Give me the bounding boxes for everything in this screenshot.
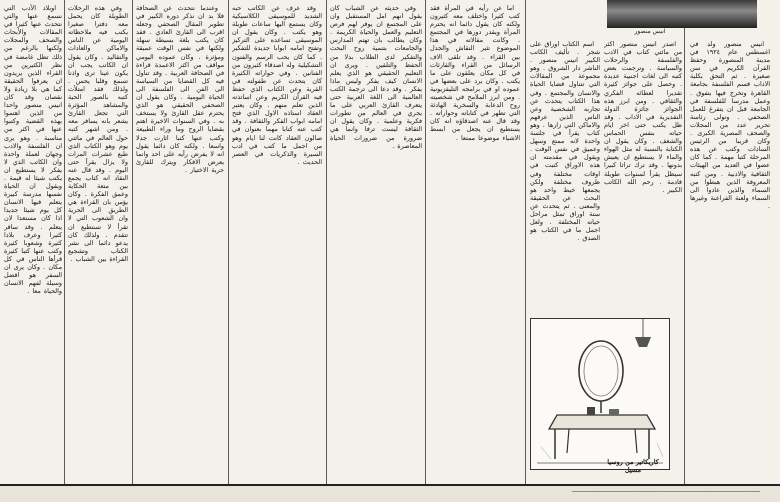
cartoon-drawing <box>531 319 669 469</box>
text-column <box>604 40 682 310</box>
cartoon-illustration <box>530 318 670 470</box>
column-rule <box>684 0 685 484</box>
text-column <box>430 4 520 480</box>
column-text: وفي حديثه عن الشباب كان يقول انهم امل المستقبل وان على المجتمع ان يوفر لهم فرص التعليم والعمل والحياة الكريمة . وكان يطالب بان تهتم المدارس والجامعات بتنمية روح البحث والتفكير لدى الطلاب بدلا من الحفظ والتلقين . ويرى ان التعليم الحقيقي هو الذي يعلم الانسان كيف يفكر وليس ماذا يفكر . وقد دعا الى ترجمة الكتب العالمية الى اللغة العربية حتى يتعرف القارئ العربي على ما يجري في العالم من تطورات فكرية وعلمية . وكان يقول ان الثقافة ليست ترفا وانما هي ضرورة من ضرورات الحياة المعاصرة . <box>330 4 422 150</box>
column-rule <box>425 0 426 484</box>
text-column <box>136 4 224 480</box>
column-rule <box>64 0 65 484</box>
photo-caption: انيس منصور <box>634 28 666 35</box>
column-text: اصدر انيس منصور اكثر من مائتي كتاب في الادب والفلسفة والرحلات والسياسة . وترجمت بعض كتبه الى لغات اجنبية عديدة . وحصل على جوائز كثيرة تقديرا لعطائه الفكري والثقافي . ومن ابرز هذه الجوائز جائزة الدولة التقديرية في الاداب . وقد ظل يكتب حتى اخر ايام حياته بنفس الحماس والشغف . وكان يقول ان الكتابة بالنسبة له مثل الهواء والماء لا يستطيع ان يعيش بدونها . وقد ترك تراثا كبيرا سيظل يقرأ لسنوات طويلة قادمة . رحم الله الكاتب الكبير . <box>604 40 682 194</box>
text-column <box>330 4 422 480</box>
column-text: اما عن رأيه في المرأة فقد كتب كثيرا واختلف معه كثيرون ولكنه كان يقول دائما انه يحترم المرأة ويقدر دورها في المجتمع . وكانت مقالاته في هذا الموضوع تثير النقاش والجدل بين القراء . وقد تلقى الاف الرسائل من القراء والقارئات في كل مكان يعلقون على ما يكتب . وكان يرد على بعضها في عموده او في برامجه التليفزيونية . ومن ابرز الملامح في شخصيته روح الدعابة والسخرية الهادئة التي تظهر في كتاباته وحواراته . وقد قال عنه اصدقاؤه انه كان يستطيع ان يجعل من ابسط الاشياء موضوعا ممتعا . <box>430 4 520 142</box>
text-column <box>4 4 62 480</box>
cartoon-caption: كاريكاتير من روسيا مسيل <box>607 458 659 474</box>
column-rule <box>132 0 133 484</box>
text-column <box>690 40 770 480</box>
column-text: اوبلاد الأدب التي نسمع عنها والتي نتحدث عنها كثيرا في المقالات والأبحاث والصحف والمجلات ولكنها بالرغم من ذلك تظل غامضة في نظر الكثيرين من القراء الذين يريدون ان يعرفوا الحقيقة كما هي بلا زيادة ولا نقصان وقد كان انيس منصور واحدا من الذين اهتموا بهذه القضية وكتبوا عنها في اكثر من مناسبة . وهو يرى ان الفلسفة والادب وجهان لعملة واحدة وان الكاتب الذي لا يفكر لا يستطيع ان يكتب شيئا له قيمة . ويقول ان الحياة نفسها مدرسة كبيرة يتعلم فيها الانسان كل يوم شيئا جديدا اذا كان مستعدا لان يتعلم . وقد سافر كثيرا وعرف بلادا كثيرة وشعوبا كثيرة وكتب عنها كتبا كثيرة قرأها الناس في كل مكان . وكان يرى ان السفر هو افضل وسيلة لفهم الانسان والحياة معا . <box>4 4 62 296</box>
column-text: وقد عرف عن الكاتب حبه الشديد للموسيقى الكلاسيكية وكان يستمع اليها ساعات طويلة وهو يكتب . وكان يقول ان الموسيقى تساعده على التركيز وتفتح امامه ابوابا جديدة للتفكير . كما كان يحب الرسم والفنون التشكيلية وله اصدقاء كثيرون من الفنانين . وفي حواراته الكثيرة كان يتحدث عن طفولته في القرية وعن الكتاب الذي حفظ فيه القرآن الكريم وعن اساتذته الذين تعلم منهم . وكان يعتبر العقاد استاذه الاول الذي فتح امامه ابواب الفكر والثقافة . وقد كتب عنه كتابا مهما بعنوان في صالون العقاد كانت لنا ايام وهو من اجمل ما كتب في ادب السيرة والذكريات في العصر الحديث . <box>232 4 322 166</box>
column-text: وعندما نتحدث عن الصحافة فلا بد ان نذكر دوره الكبير في تطوير المقال الصحفي وجعله اقرب الى القارئ العادي . فقد كان يكتب بلغة بسيطة سهلة ولكنها في نفس الوقت عميقة ومؤثرة . وكان عموده اليومي مواقف من اكثر الاعمدة قراءة في الصحافة العربية . وقد تناول فيه كل القضايا من السياسة الى الفن الى الفلسفة الى الحياة اليومية . وكان يقول ان الصحفي الحقيقي هو الذي يحترم عقل القارئ ولا يستخف به . وفي السنوات الاخيرة اهتم بقضايا الروح وما وراء الطبيعة وكتب عنها كتبا اثارت جدلا واسعا . ولكنه كان دائما يقول انه لا يفرض رأيه على احد وانما يعرض الافكار ويترك للقارئ حرية الاختيار . <box>136 4 224 174</box>
column-text: اسم الكتاب اوراق على شجر . تأليف الكاتب الكبير انيس منصور . الناشر دار الشروق . وهو مجموعة من المقالات التي تتناول قضايا الحياة والانسان والمجتمع . وفي هذا الكتاب يتحدث عن تجاربه الشخصية وعن الناس الذين عرفهم والاماكن التي زارها . وهو كتاب يقرأ في جلسة واحدة لانه ممتع وسهل وعميق في نفس الوقت . ويقول في مقدمته ان هذه الاوراق كتبت في اوقات مختلفة وفي ظروف مختلفة ولكن يجمعها خيط واحد هو البحث عن الحقيقة والمعنى . ثم يتحدث عن ستة اوراق تمثل مراحل حياته المختلفة . ولعل اجمل ما في الكتاب هو الصدق . <box>530 40 600 243</box>
column-rule <box>326 0 327 484</box>
column-rule <box>525 0 526 484</box>
text-column <box>530 40 600 310</box>
footer-text: ـــــــــــــــــــــــــــــــــــــــــــــــــــــــــــــــــــــــــــــــــــــــــــــــــــــــــــ <box>571 487 760 494</box>
author-photo <box>607 0 757 28</box>
column-text: وفي هذه الرحلات الطويلة كان يحمل معه دفترا صغيرا يكتب فيه ملاحظاته اليومية عن الناس والاماكن والعادات والتقاليد . وكان يقول ان الكاتب يجب ان يكون عينا ترى واذنا تسمع وقلبا يحس . ولذلك فقد امتلأت كتبه بالصور الحية والمشاهد المؤثرة التي تجعل القارئ يشعر بانه يسافر معه . ومن اشهر كتبه حول العالم في مائتي يوم وهو الكتاب الذي طبع عشرات المرات ولا يزال يقرأ حتى اليوم . وقد قال عنه النقاد انه كتاب يجمع بين متعة الحكاية وعمق الفكرة . وكان يؤمن بان القراءة هي الطريق الى الحرية وان الشعوب التي لا تقرأ لا تستطيع ان تتقدم . ولذلك كان يدعو دائما الى نشر الكتاب وتشجيع القراءة بين الشباب . <box>68 4 128 263</box>
column-text: انيس منصور ولد في اغسطس عام ١٩٢٤ في مدينة المنصورة وحفظ القرآن الكريم في سن صغيرة . ثم التحق بكلية الاداب قسم الفلسفة بجامعة القاهرة وتخرج فيها بتفوق . وعمل مدرسا للفلسفة في الجامعة قبل ان يتفرغ للعمل الصحفي . وتولى رئاسة تحرير عدد من المجلات والصحف المصرية الكبرى . وكان قريبا من الرئيس السادات وكتب عن هذه المرحلة كتبا مهمة . كما كان عضوا في العديد من الهيئات الثقافية والادبية . ومن كتبه المعروفة الذين هبطوا من السماء والذين عادوا الى السماء ولعنة الفراعنة وغيرها . <box>690 40 770 210</box>
text-column <box>232 4 322 480</box>
text-column <box>68 4 128 480</box>
column-rule <box>228 0 229 484</box>
